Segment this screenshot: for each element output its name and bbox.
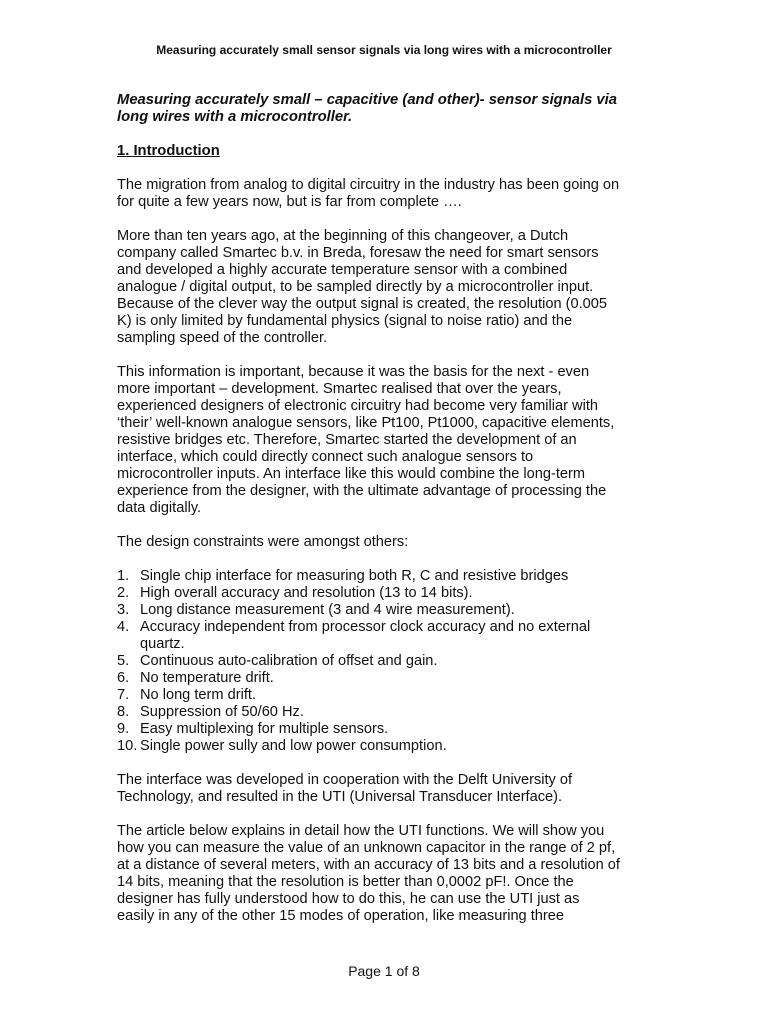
list-item-number: 8. [117,704,130,720]
list-item-text: Easy multiplexing for multiple sensors. [140,721,389,737]
list-item-number: 2. [117,585,130,601]
list-item-text: Long distance measurement (3 and 4 wire measurement). [140,602,515,618]
list-item-text: Accuracy independent from processor clock accuracy and no external quartz. [140,619,591,652]
paragraph: More than ten years ago, at the beginning of this changeover, a Dutch company called Smartec b.v. in Breda, foresaw the need for smart sensors and developed a highly accurate temperature sensor with a combined analogue / digital output, to be sampled directly by a microcontroller input. Because of the clever way the output signal is created, the resolution (0.005 K) is only limited by fundamental physics (signal to noise ratio) and the sampling speed of the controller. [117,228,607,346]
list-item [117,568,657,585]
list-item-number: 3. [117,602,130,618]
list-item-text: Single power sully and low power consumption. [140,738,447,754]
list-item-number: 6. [117,670,130,686]
list-item-text: No temperature drift. [140,670,274,686]
section-heading-introduction: 1. Introduction [117,143,220,159]
list-item-text: Suppression of 50/60 Hz. [140,704,304,720]
list-item [117,704,657,721]
list-item-number: 10. [117,738,138,754]
list-item-number: 5. [117,653,130,669]
list-item-number: 9. [117,721,130,737]
list-item-text: No long term drift. [140,687,256,703]
paragraph: The interface was developed in cooperation with the Delft University of Technology, and resulted in the UTI (Universal Transducer Interface). [117,772,573,805]
list-item [117,653,657,670]
list-item [117,670,657,687]
paragraph: The article below explains in detail how the UTI functions. We will show you how you can measure the value of an unknown capacitor in the range of 2 pf, at a distance of several meters, with an accuracy of 13 bits and a resolution of 14 bits, meaning that the resolution is better than 0,0002 pF!. Once the designer has fully understood how to do this, he can use the UTI just as easily in any of the other 15 modes of operation, like measuring three [117,823,620,924]
design-constraints-list [117,568,657,755]
paragraph: This information is important, because it was the basis for the next - even more important – development. Smartec realised that over the years, experienced designers of electronic circuitry had become very familiar with ‘their’ well-known analogue sensors, like Pt100, Pt1000, capacitive elements, resistive bridges etc. Therefore, Smartec started the development of an interface, which could directly connect such analogue sensors to microcontroller inputs. An interface like this would combine the long-term experience from the designer, with the ultimate advantage of processing the data digitally. [117,364,615,516]
list-item-number: 7. [117,687,130,703]
list-item-text: Single chip interface for measuring both R, C and resistive bridges [140,568,569,584]
list-item-number: 1. [117,568,130,584]
document-title: Measuring accurately small – capacitive (and other)- sensor signals via long wires with a microcontroller. [117,92,618,125]
running-header: Measuring accurately small sensor signals via long wires with a microcontroller [156,43,612,57]
list-item-number: 4. [117,619,130,635]
list-item-text: Continuous auto-calibration of offset and gain. [140,653,438,669]
paragraph: The migration from analog to digital circuitry in the industry has been going on for quite a few years now, but is far from complete …. [117,177,620,210]
list-item [117,738,657,755]
list-item [117,721,657,738]
list-item-text: High overall accuracy and resolution (13 to 14 bits). [140,585,473,601]
list-item [117,619,657,653]
list-item [117,687,657,704]
page-number: Page 1 of 8 [348,963,420,979]
document-body [117,92,657,925]
list-item [117,585,657,602]
paragraph: The design constraints were amongst others: [117,534,409,550]
list-item [117,602,657,619]
